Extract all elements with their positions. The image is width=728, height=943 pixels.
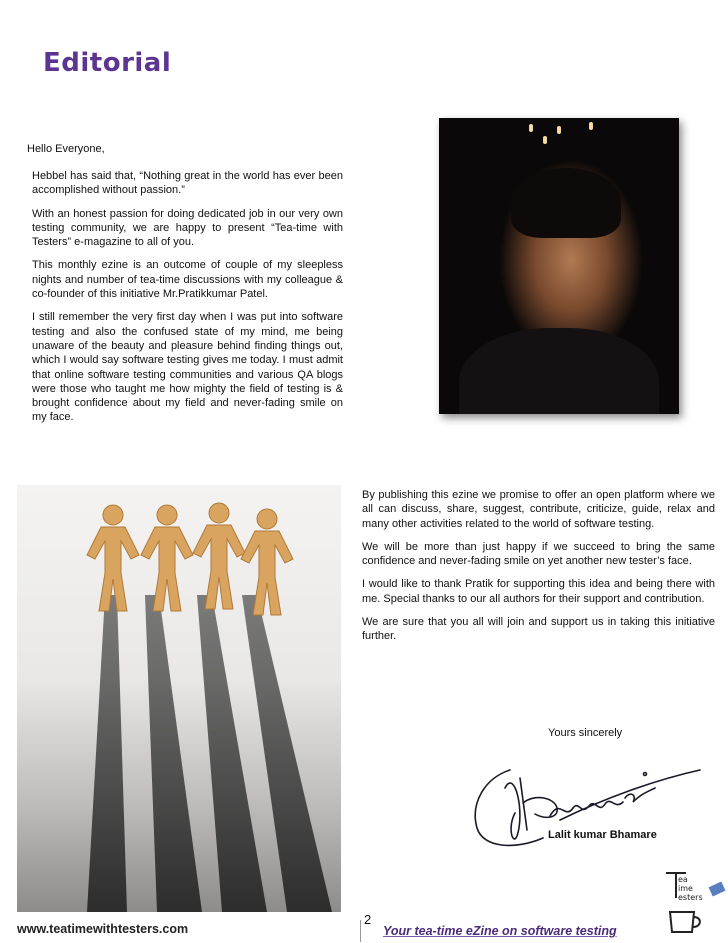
magazine-logo [664,870,726,936]
paragraph: Hebbel has said that, “Nothing great in the world has ever been accomplished without passion.” [32,170,343,197]
logo-text-line: ea [678,875,688,884]
page-title: Editorial [43,48,172,78]
footer-divider [360,920,361,942]
paragraph: I still remember the very first day when I was put into software testing and also the confused state of my mind, me being unaware of the beauty and pleasure behind finding things out, which I would say software testing gives me today. I must admit that online software testing communities and various QA blogs were those who taught me how mighty the field of testing is & brought confidence about my field and never-fading smile on my face. [32,311,343,424]
paragraph: We will be more than just happy if we succeed to bring the same confidence and never-fading smile on yet another new tester’s face. [362,540,715,568]
paper-people-image [17,485,341,912]
paragraph: With an honest passion for doing dedicated job in our very own testing community, we are happy to present “Tea-time with Testers” e-magazine to all of you. [32,207,343,249]
website-link[interactable]: www.teatimewithtesters.com [17,922,189,936]
paragraph: We are sure that you all will join and support us in taking this initiative further. [362,616,715,643]
greeting: Hello Everyone, [27,143,105,155]
logo-text-line: esters [678,893,703,902]
footer-tagline: Your tea-time eZine on software testing [383,924,617,938]
closing: Yours sincerely [548,727,623,739]
paragraph: This monthly ezine is an outcome of couple of my sleepless nights and number of tea-time discussions with my colleague & co-founder of this initiative Mr.Pratikkumar Patel. [32,259,343,301]
signer-name: Lalit kumar Bhamare [548,829,657,841]
right-column [362,488,715,653]
paragraph: I would like to thank Pratik for supporting this idea and being there with me. Special thanks to our all authors for their support and contribution. [362,578,715,605]
author-photo [439,118,679,414]
left-column [32,169,343,434]
paragraph: By publishing this ezine we promise to offer an open platform where we all can discuss, share, suggest, contribute, criticize, guide, relax and many other activities related to the world of software testing. [362,489,715,530]
page-number: 2 [364,912,372,927]
logo-text-line: ime [678,884,693,893]
